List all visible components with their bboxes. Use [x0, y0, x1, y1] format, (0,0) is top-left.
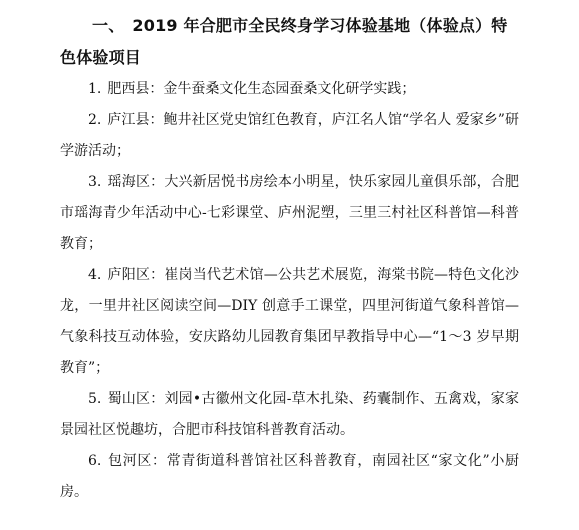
section-title: 2019 年合肥市全民终身学习体验基地（体验点）特色体验项目 [60, 16, 508, 67]
section-number: 一、 [92, 16, 125, 35]
list-item-number: 6. [88, 453, 102, 469]
list-item-number: 1. [88, 81, 102, 97]
list-item-number: 5. [88, 391, 102, 407]
list-item-number: 4. [88, 267, 102, 283]
list-item-text: 蜀山区：刘园•古徽州文化园-草木扎染、药囊制作、五禽戏，家家景园社区悦趣坊，合肥市科技馆科普教育活动。 [60, 391, 519, 438]
list-item-text: 包河区：常青街道科普馆社区科普教育，南园社区“家文化”小厨房。 [60, 453, 519, 500]
list-item-text: 瑶海区：大兴新居悦书房绘本小明星，快乐家园儿童俱乐部，合肥市瑶海青少年活动中心-七彩课堂、庐州泥塑，三里三村社区科普馆—科普教育； [60, 174, 519, 252]
list-item-text: 庐江县：鲍井社区党史馆红色教育，庐江名人馆“学名人 爱家乡”研学游活动； [60, 112, 519, 159]
list-item-number: 3. [88, 174, 102, 190]
list-item-text: 肥西县：金牛蚕桑文化生态园蚕桑文化研学实践； [107, 81, 416, 97]
section-heading [60, 10, 519, 74]
list-item [60, 167, 519, 260]
list-item [60, 74, 519, 105]
list-item [60, 105, 519, 167]
list-item [60, 446, 519, 508]
list-item-number: 2. [88, 112, 102, 128]
list-item-text: 庐阳区：崔岗当代艺术馆—公共艺术展览，海棠书院—特色文化沙龙，一里井社区阅读空间—DIY 创意手工课堂，四里河街道气象科普馆—气象科技互动体验，安庆路幼儿园教育集团早教指导中心—“1～3 岁早期教育”； [60, 267, 519, 376]
list-item [60, 384, 519, 446]
list-item [60, 260, 519, 384]
